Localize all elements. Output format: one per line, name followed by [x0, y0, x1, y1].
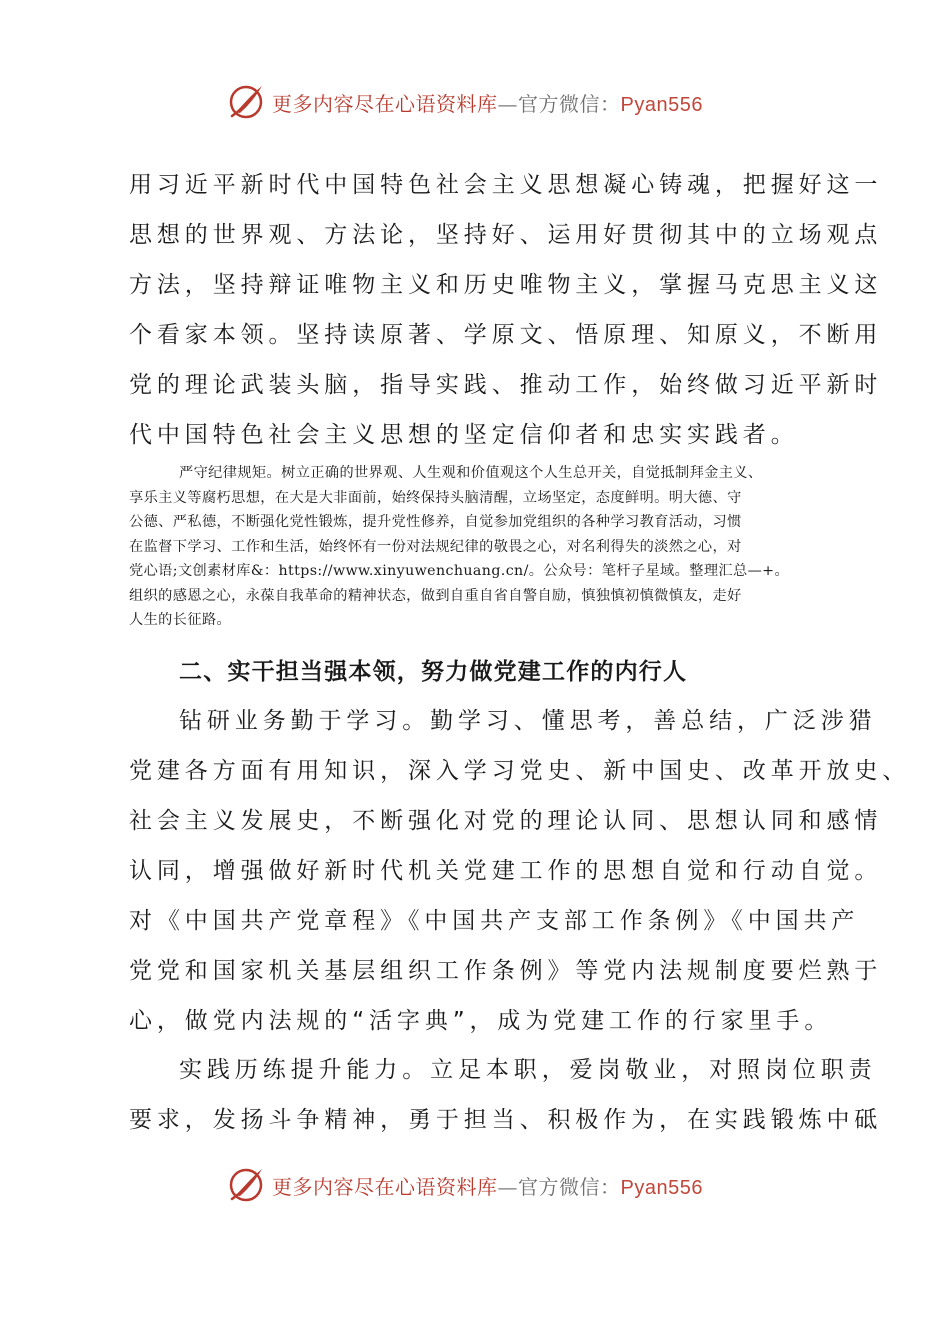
text-line: 党的理论武装头脑，指导实践、推动工作，始终做习近平新时 — [129, 372, 883, 398]
footer-banner — [226, 1163, 703, 1207]
section-heading-2 — [129, 650, 844, 694]
text-line: 用习近平新时代中国特色社会主义思想凝心铸魂，把握好这一 — [129, 172, 883, 198]
quill-pen-logo-icon — [226, 82, 266, 122]
paragraph-2 — [129, 461, 849, 633]
text-line: 钻研业务勤于学习。勤学习、懂思考，善总结，广泛涉猎 — [179, 708, 877, 734]
text-line: 严守纪律规矩。树立正确的世界观、人生观和价值观这个人生总开关，自觉抵制拜金主义、 — [179, 465, 763, 481]
text-line: 对《中国共产党章程》《中国共产支部工作条例》《中国共产 — [129, 908, 860, 934]
paragraph-4 — [129, 1045, 883, 1145]
text-line: 方法，坚持辩证唯物主义和历史唯物主义，掌握马克思主义这 — [129, 272, 883, 298]
section-heading: 二、实干担当强本领，努力做党建工作的内行人 — [179, 659, 688, 685]
text-line: 党建各方面有用知识，深入学习党史、新中国史、改革开放史、 — [129, 758, 911, 784]
text-line: 代中国特色社会主义思想的坚定信仰者和忠实实践者。 — [129, 422, 799, 448]
paragraph-1 — [129, 160, 883, 460]
text-line: 公德、严私德，不断强化党性锻炼，提升党性修养，自觉参加党组织的各种学习教育活动，习惯 — [129, 514, 742, 530]
quill-pen-logo-icon — [226, 1165, 266, 1205]
text-line: 组织的感恩之心，永葆自我革命的精神状态，做到自重自省自警自励，慎独慎初慎微慎友，走好 — [129, 587, 742, 604]
text-line: 社会主义发展史，不断强化对党的理论认同、思想认同和感情 — [129, 808, 883, 834]
header-banner — [226, 80, 703, 124]
paragraph-3 — [129, 696, 911, 1046]
text-line: 心，做党内法规的“活字典”，成为党建工作的行家里手。 — [129, 1008, 833, 1034]
text-line: 个看家本领。坚持读原著、学原文、悟原理、知原义，不断用 — [129, 322, 883, 348]
text-line: 党心语;文创素材库&：https://www.xinyuwenchuang.cn/。公众号：笔杆子星域。整理汇总—+。 — [129, 563, 790, 579]
text-line: 思想的世界观、方法论，坚持好、运用好贯彻其中的立场观点 — [129, 222, 883, 248]
text-line: 实践历练提升能力。立足本职，爱岗敬业，对照岗位职责 — [179, 1057, 877, 1083]
text-line: 党党和国家机关基层组织工作条例》等党内法规制度要烂熟于 — [129, 958, 883, 984]
text-line: 要求，发扬斗争精神，勇于担当、积极作为，在实践锻炼中砥 — [129, 1107, 883, 1133]
text-line: 人生的长征路。 — [129, 612, 232, 628]
text-line: 享乐主义等腐朽思想，在大是大非面前，始终保持头脑清醒，立场坚定，态度鲜明。明大德、守 — [129, 489, 742, 506]
header-banner-text: 更多内容尽在心语资料库—官方微信：Pyan556 — [272, 91, 703, 116]
text-line: 认同，增强做好新时代机关党建工作的思想自觉和行动自觉。 — [129, 858, 883, 884]
text-line: 在监督下学习、工作和生活，始终怀有一份对法规纪律的敬畏之心，对名利得失的淡然之心，对 — [129, 538, 742, 555]
footer-banner-text: 更多内容尽在心语资料库—官方微信：Pyan556 — [272, 1174, 703, 1199]
